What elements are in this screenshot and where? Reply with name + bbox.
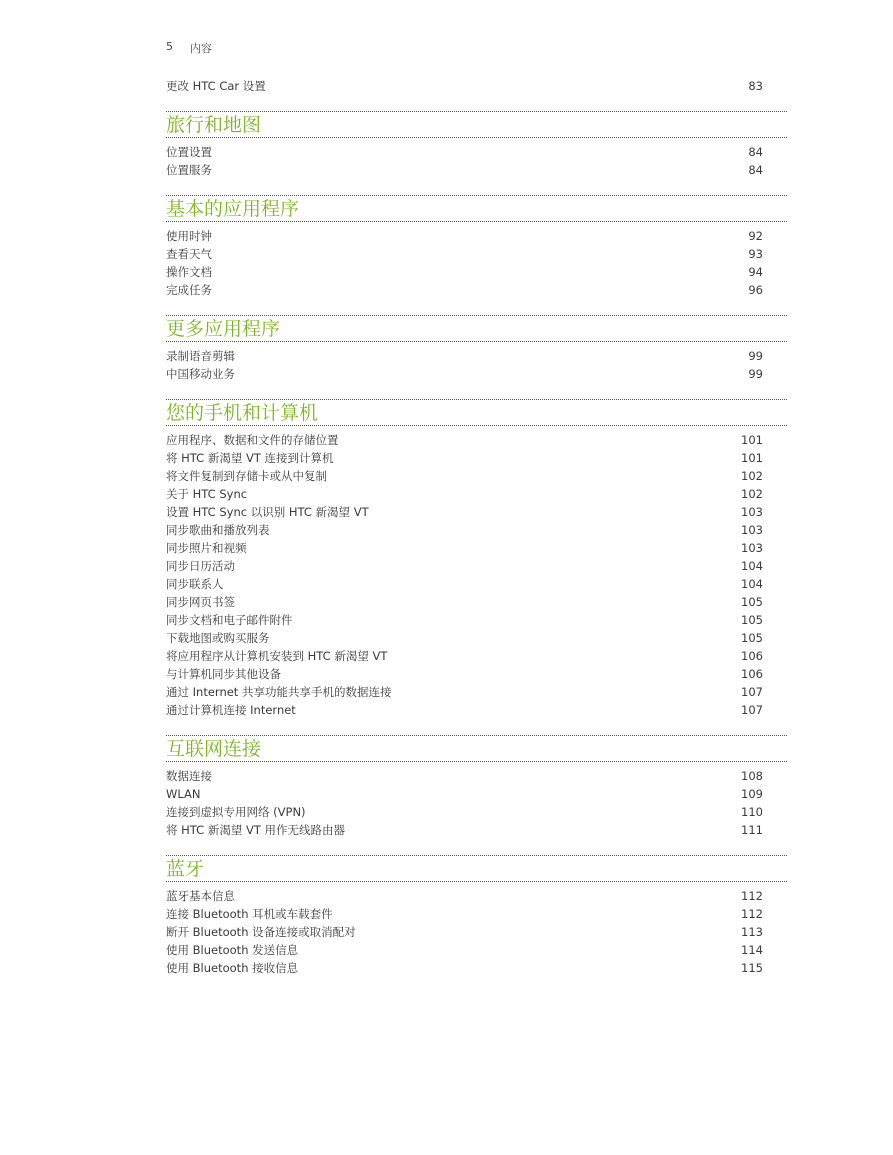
toc-entry-title: 同步文档和电子邮件附件 xyxy=(166,613,293,627)
toc-entry[interactable] xyxy=(166,521,763,539)
toc-entry[interactable] xyxy=(166,647,763,665)
toc-entry[interactable] xyxy=(166,347,763,365)
toc-entry[interactable] xyxy=(166,593,763,611)
toc-entry-title: 设置 HTC Sync 以识别 HTC 新渴望 VT xyxy=(166,505,369,519)
toc-entry[interactable] xyxy=(166,467,763,485)
toc-entry-title: 应用程序、数据和文件的存储位置 xyxy=(166,433,339,447)
section-header xyxy=(166,195,787,222)
toc-entry-page: 107 xyxy=(741,703,763,717)
toc-entry[interactable] xyxy=(166,503,763,521)
section-title[interactable]: 互联网连接 xyxy=(166,737,262,760)
toc-entry[interactable] xyxy=(166,887,763,905)
toc-entry-title: 下载地图或购买服务 xyxy=(166,631,270,645)
toc-entry-title: 将应用程序从计算机安装到 HTC 新渴望 VT xyxy=(166,649,388,663)
toc-entry-page: 104 xyxy=(741,559,763,573)
toc-entry[interactable] xyxy=(166,77,763,95)
toc-entry-page: 101 xyxy=(741,433,763,447)
toc-entry[interactable] xyxy=(166,575,763,593)
toc-entry-page: 103 xyxy=(741,541,763,555)
toc-entry-title: 操作文档 xyxy=(166,265,212,279)
section-entries xyxy=(166,887,763,977)
section-header xyxy=(166,315,787,342)
toc-entry-title: 与计算机同步其他设备 xyxy=(166,667,281,681)
intro-entries xyxy=(166,77,763,95)
toc-entry[interactable] xyxy=(166,665,763,683)
toc-entry-page: 103 xyxy=(741,523,763,537)
section-header xyxy=(166,855,787,882)
toc-entry-title: 连接 Bluetooth 耳机或车载套件 xyxy=(166,907,333,921)
toc-entry[interactable] xyxy=(166,941,763,959)
toc-entry-title: 连接到虚拟专用网络 (VPN) xyxy=(166,805,306,819)
toc-entry-page: 96 xyxy=(748,283,763,297)
toc-entry-page: 102 xyxy=(741,487,763,501)
section-title[interactable]: 基本的应用程序 xyxy=(166,197,300,220)
section-title[interactable]: 旅行和地图 xyxy=(166,113,262,136)
toc-section xyxy=(166,315,763,383)
toc-entry[interactable] xyxy=(166,767,763,785)
toc-entry-page: 105 xyxy=(741,631,763,645)
toc-entry-title: 使用 Bluetooth 接收信息 xyxy=(166,961,299,975)
toc-entry-page: 83 xyxy=(748,79,763,93)
toc-entry-title: 蓝牙基本信息 xyxy=(166,889,235,903)
toc-entry[interactable] xyxy=(166,701,763,719)
toc-entry[interactable] xyxy=(166,611,763,629)
toc-entry-page: 102 xyxy=(741,469,763,483)
section-entries xyxy=(166,227,763,299)
section-header xyxy=(166,399,787,426)
toc-entry[interactable] xyxy=(166,245,763,263)
toc-entry[interactable] xyxy=(166,905,763,923)
section-title[interactable]: 您的手机和计算机 xyxy=(166,401,319,424)
toc-entry-title: 同步网页书签 xyxy=(166,595,235,609)
toc-entry[interactable] xyxy=(166,449,763,467)
toc-entry-page: 101 xyxy=(741,451,763,465)
toc-entry-page: 84 xyxy=(748,163,763,177)
toc-entry-title: 完成任务 xyxy=(166,283,212,297)
toc-entry[interactable] xyxy=(166,803,763,821)
section-header xyxy=(166,735,787,762)
toc-entry-title: 更改 HTC Car 设置 xyxy=(166,79,266,93)
toc-entry-page: 94 xyxy=(748,265,763,279)
toc-entry-title: 中国移动业务 xyxy=(166,367,235,381)
toc-entry-page: 104 xyxy=(741,577,763,591)
toc-entry-page: 112 xyxy=(741,907,763,921)
toc-entry-page: 105 xyxy=(741,595,763,609)
section-title[interactable]: 蓝牙 xyxy=(166,857,205,880)
toc-entry-page: 108 xyxy=(741,769,763,783)
toc-entry-title: 录制语音剪辑 xyxy=(166,349,235,363)
toc-entry-title: 断开 Bluetooth 设备连接或取消配对 xyxy=(166,925,356,939)
toc-entry-page: 106 xyxy=(741,649,763,663)
toc-section xyxy=(166,735,763,839)
toc-entry-title: 位置服务 xyxy=(166,163,212,177)
toc-entry-title: 通过 Internet 共享功能共享手机的数据连接 xyxy=(166,685,392,699)
toc-entry[interactable] xyxy=(166,539,763,557)
toc-entry-page: 107 xyxy=(741,685,763,699)
toc-section xyxy=(166,399,763,719)
toc-entry-title: 位置设置 xyxy=(166,145,212,159)
toc-entry[interactable] xyxy=(166,821,763,839)
table-of-contents xyxy=(166,77,763,977)
section-entries xyxy=(166,347,763,383)
page-header xyxy=(166,40,212,56)
toc-entry[interactable] xyxy=(166,629,763,647)
toc-entry-page: 106 xyxy=(741,667,763,681)
toc-entry[interactable] xyxy=(166,557,763,575)
toc-entry-title: 将文件复制到存储卡或从中复制 xyxy=(166,469,327,483)
toc-entry[interactable] xyxy=(166,785,763,803)
toc-entry-page: 113 xyxy=(741,925,763,939)
section-entries xyxy=(166,431,763,719)
toc-entry[interactable] xyxy=(166,923,763,941)
toc-entry-page: 111 xyxy=(741,823,763,837)
toc-entry[interactable] xyxy=(166,365,763,383)
page-number: 5 xyxy=(166,40,173,53)
toc-entry-title: 同步歌曲和播放列表 xyxy=(166,523,270,537)
section-header xyxy=(166,111,787,138)
toc-entry[interactable] xyxy=(166,227,763,245)
toc-entry-page: 99 xyxy=(748,367,763,381)
toc-entry-page: 93 xyxy=(748,247,763,261)
toc-entry-page: 103 xyxy=(741,505,763,519)
toc-sections xyxy=(166,111,763,977)
toc-entry-page: 110 xyxy=(741,805,763,819)
toc-entry-page: 92 xyxy=(748,229,763,243)
toc-section xyxy=(166,111,763,179)
toc-entry[interactable] xyxy=(166,431,763,449)
section-title[interactable]: 更多应用程序 xyxy=(166,317,281,340)
toc-entry[interactable] xyxy=(166,263,763,281)
header-label: 内容 xyxy=(190,42,212,55)
toc-section xyxy=(166,855,763,977)
toc-entry-title: 使用 Bluetooth 发送信息 xyxy=(166,943,299,957)
toc-entry[interactable] xyxy=(166,683,763,701)
toc-entry-title: 将 HTC 新渴望 VT 连接到计算机 xyxy=(166,451,334,465)
toc-entry-title: 查看天气 xyxy=(166,247,212,261)
toc-entry[interactable] xyxy=(166,161,763,179)
toc-entry-title: 通过计算机连接 Internet xyxy=(166,703,296,717)
toc-entry-page: 112 xyxy=(741,889,763,903)
toc-entry-page: 99 xyxy=(748,349,763,363)
section-entries xyxy=(166,143,763,179)
toc-entry-page: 115 xyxy=(741,961,763,975)
toc-entry-title: 同步照片和视频 xyxy=(166,541,247,555)
section-entries xyxy=(166,767,763,839)
toc-entry-page: 109 xyxy=(741,787,763,801)
toc-entry-title: 将 HTC 新渴望 VT 用作无线路由器 xyxy=(166,823,346,837)
toc-entry-page: 84 xyxy=(748,145,763,159)
toc-entry-title: 同步日历活动 xyxy=(166,559,235,573)
toc-entry[interactable] xyxy=(166,485,763,503)
toc-entry-title: 数据连接 xyxy=(166,769,212,783)
toc-entry-title: WLAN xyxy=(166,787,201,801)
toc-entry-title: 使用时钟 xyxy=(166,229,212,243)
toc-entry-title: 同步联系人 xyxy=(166,577,224,591)
toc-entry[interactable] xyxy=(166,281,763,299)
toc-section xyxy=(166,195,763,299)
toc-entry-page: 105 xyxy=(741,613,763,627)
toc-entry[interactable] xyxy=(166,959,763,977)
toc-entry[interactable] xyxy=(166,143,763,161)
toc-entry-page: 114 xyxy=(741,943,763,957)
toc-entry-title: 关于 HTC Sync xyxy=(166,487,248,501)
